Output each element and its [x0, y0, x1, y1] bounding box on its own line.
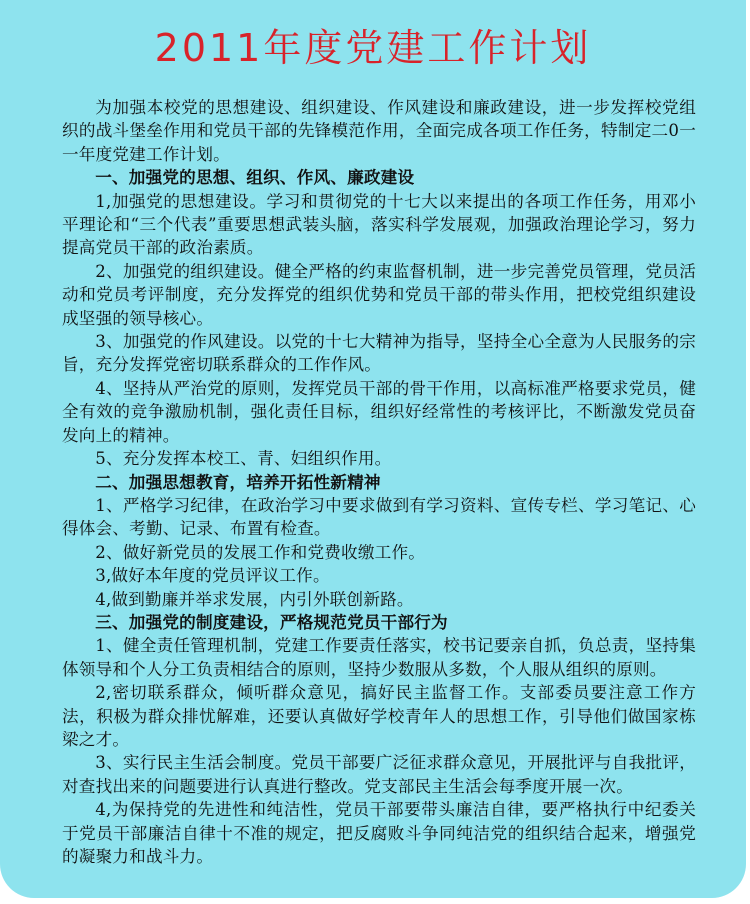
- section-heading-1: 一、加强党的思想、组织、作风、廉政建设: [95, 168, 415, 188]
- section-heading-2: 二、加强思想教育，培养开拓性新精神: [95, 472, 381, 492]
- section-heading-3: 三、加强党的制度建设，严格规范党员干部行为: [95, 612, 448, 632]
- document-body: [62, 96, 696, 868]
- section-2-item-3: 3,做好本年度的党员评议工作。: [95, 566, 330, 586]
- section-3-item-2: 2,密切联系群众，倾听群众意见，搞好民主监督工作。支部委员要注意工作方法，积极为群众排忧解难，还要认真做好学校青年人的思想工作，引导他们做国家栋梁之才。: [62, 683, 696, 749]
- section-3-item-3: 3、实行民主生活会制度。党员干部要广泛征求群众意见，开展批评与自我批评，对查找出来的问题要进行认真进行整改。党支部民主生活会每季度开展一次。: [62, 753, 696, 796]
- section-1-item-2: 2、加强党的组织建设。健全严格的约束监督机制，进一步完善党员管理，党员活动和党员考评制度，充分发挥党的组织优势和党员干部的带头作用，把校党组织建设成坚强的领导核心。: [62, 261, 696, 328]
- section-2-item-2: 2、做好新党员的发展工作和党费收缴工作。: [95, 542, 426, 562]
- section-1-item-4: 4、坚持从严治党的原则，发挥党员干部的骨干作用，以高标准严格要求党员，健全有效的竞争激励机制，强化责任目标，组织好经常性的考核评比，不断激发党员奋发向上的精神。: [62, 378, 696, 445]
- section-3-item-4: 4,为保持党的先进性和纯洁性，党员干部要带头廉洁自律，要严格执行中纪委关于党员干部廉洁自律十不准的规定，把反腐败斗争同纯洁党的组织结合起来，增强党的凝聚力和战斗力。: [62, 800, 696, 866]
- section-3-item-1: 1、健全责任管理机制，党建工作要责任落实，校书记要亲自抓，负总责，坚持集体领导和个人分工负责相结合的原则，坚持少数服从多数，个人服从组织的原则。: [62, 636, 696, 679]
- section-1-item-3: 3、加强党的作风建设。以党的十七大精神为指导，坚持全心全意为人民服务的宗旨，充分发挥党密切联系群众的工作作风。: [62, 332, 696, 375]
- section-2-item-1: 1、严格学习纪律，在政治学习中要求做到有学习资料、宣传专栏、学习笔记、心得体会、考勤、记录、布置有检查。: [62, 495, 696, 539]
- page-title: 2011年度党建工作计划: [154, 26, 592, 70]
- intro-paragraph: 为加强本校党的思想建设、组织建设、作风建设和廉政建设，进一步发挥校党组织的战斗堡垒作用和党员干部的先锋模范作用，全面完成各项工作任务，特制定二0一一年度党建工作计划。: [62, 98, 696, 164]
- section-2-item-4: 4,做到勤廉并举求发展，内引外联创新路。: [95, 589, 414, 609]
- section-1-item-5: 5、充分发挥本校工、青、妇组织作用。: [95, 449, 392, 469]
- section-1-item-1: 1,加强党的思想建设。学习和贯彻党的十七大以来提出的各项工作任务，用邓小平理论和“三个代表”重要思想武装头脑，落实科学发展观，加强政治理论学习，努力提高党员干部的政治素质。: [62, 191, 696, 258]
